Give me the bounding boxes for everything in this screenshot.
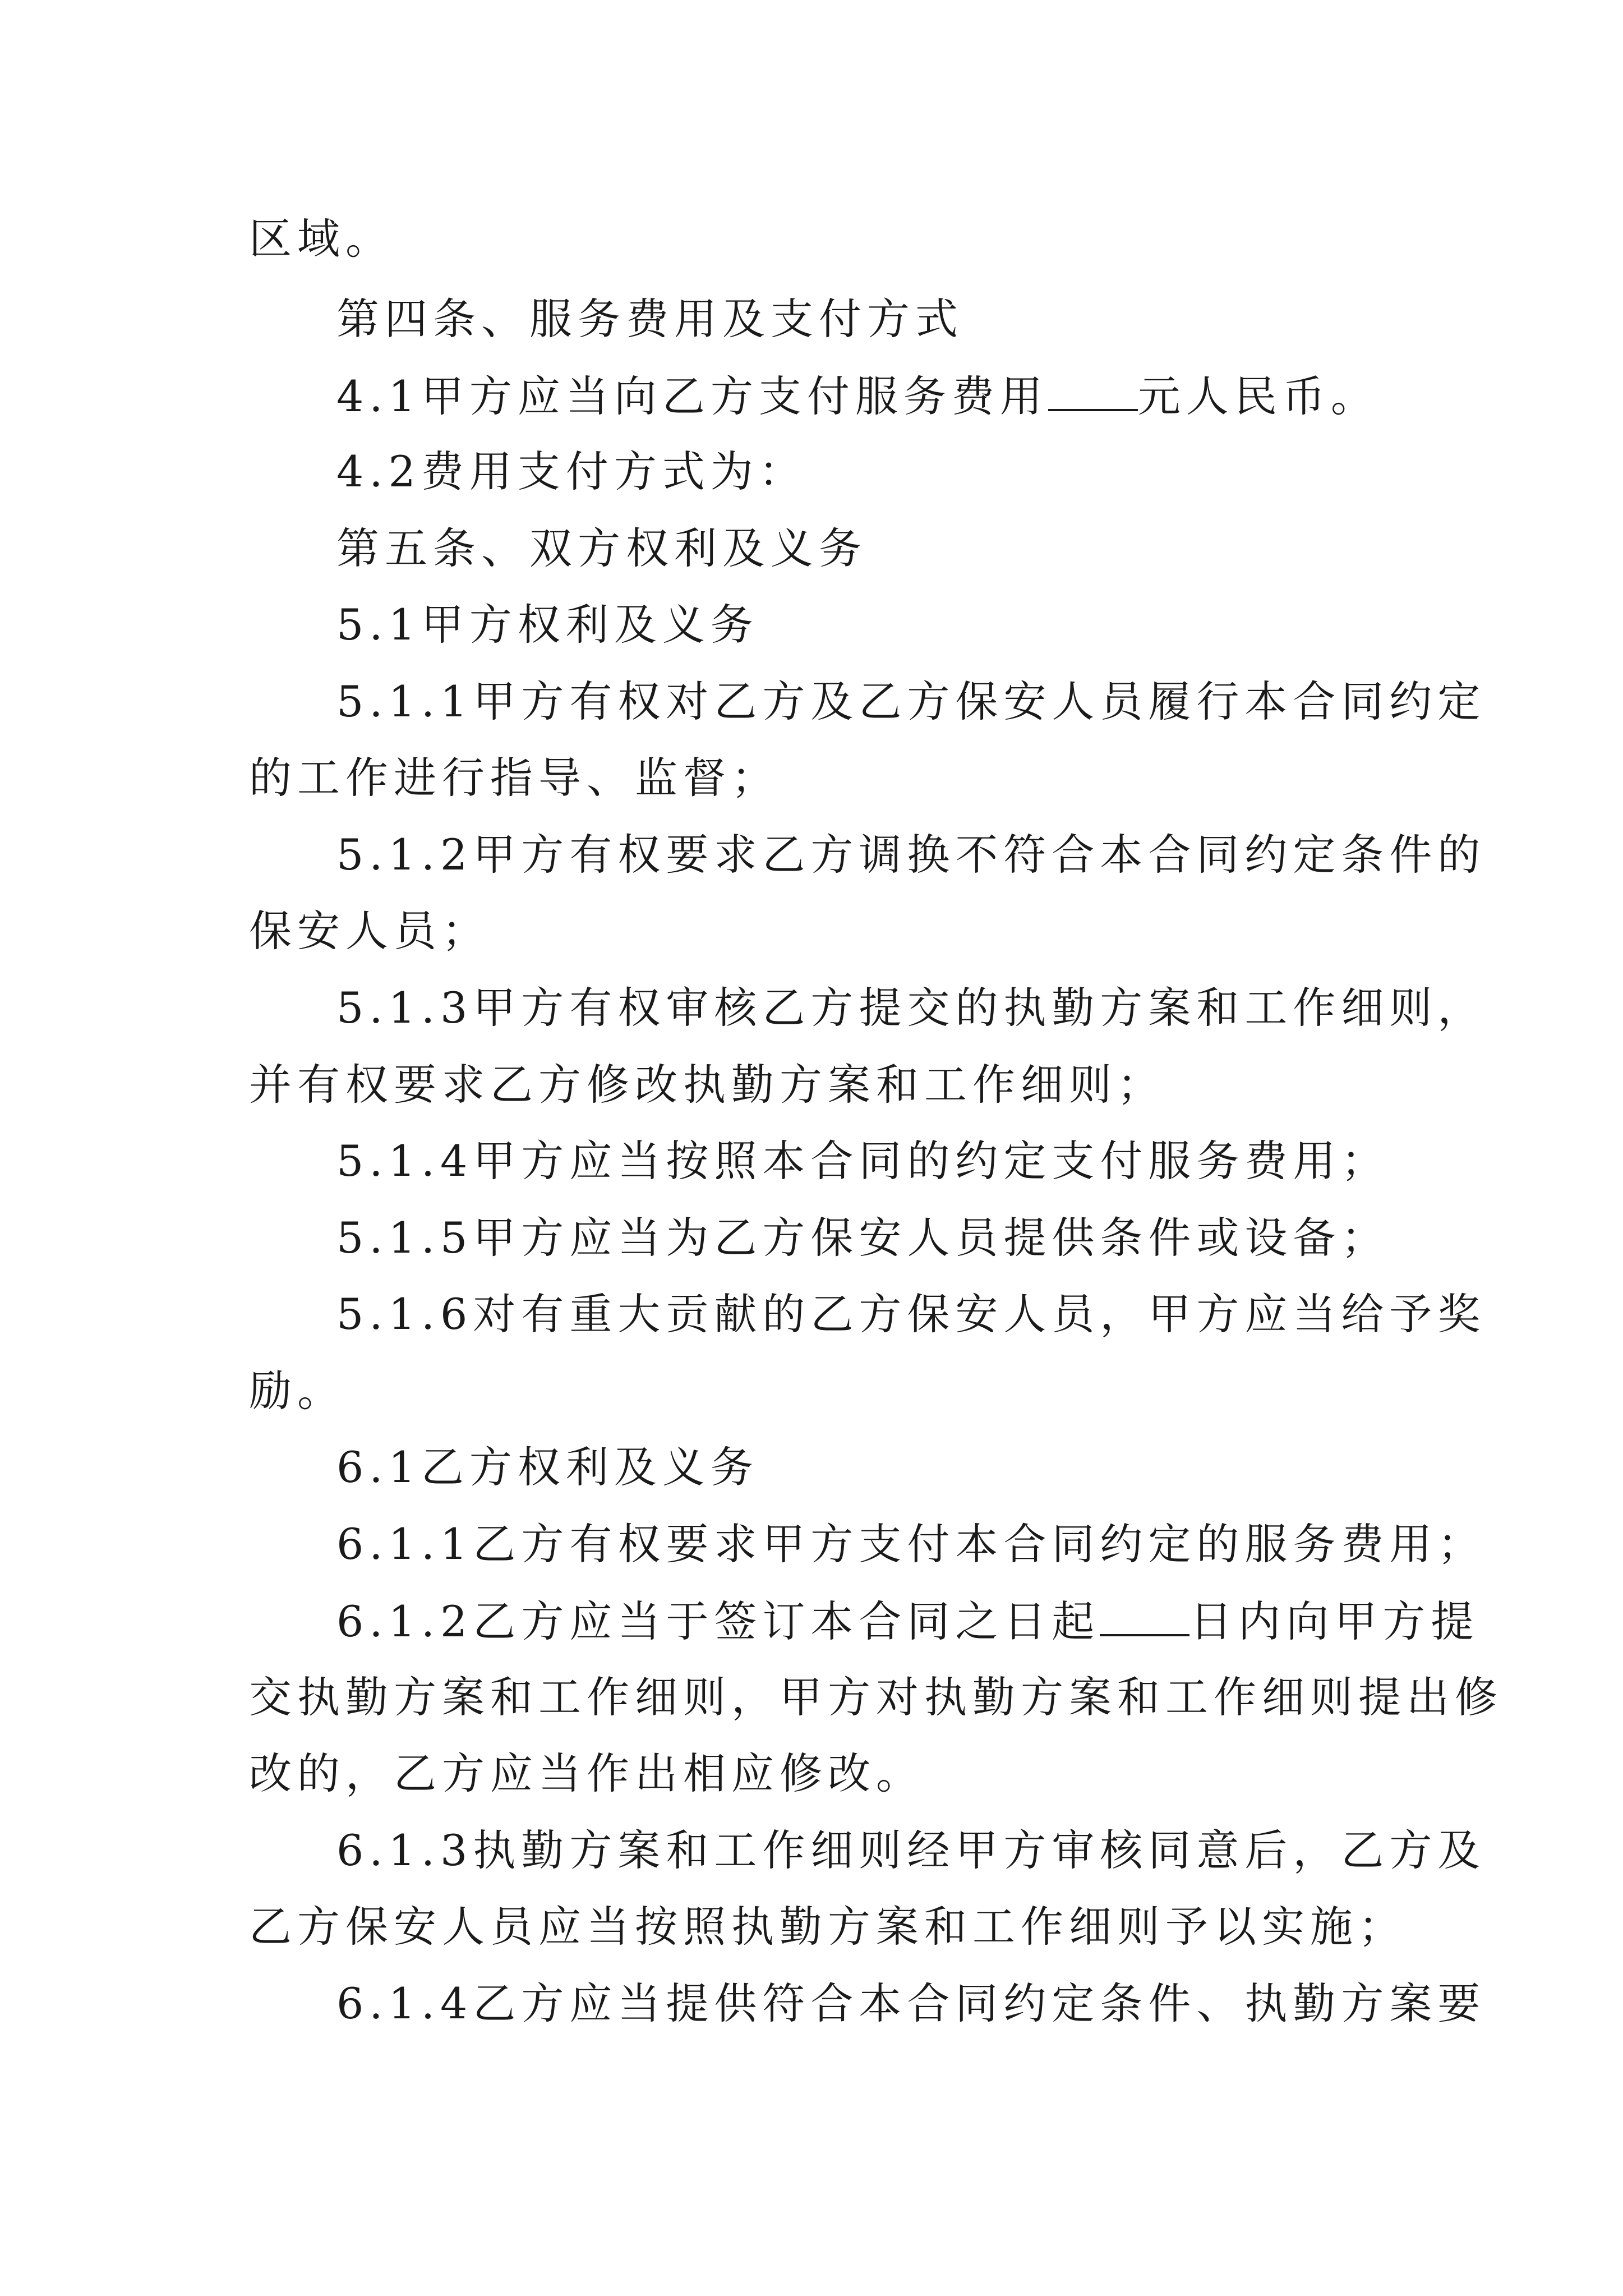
clause-5-1-4: 5.1.4甲方应当按照本合同的约定支付服务费用；	[336, 1136, 1390, 1186]
clause-4-1-tail: 元人民币。	[1137, 371, 1379, 421]
clause-6-1-3: 6.1.3执勤方案和工作细则经甲方审核同意后，乙方及	[336, 1825, 1486, 1875]
section-heading-5: 第五条、双方权利及义务	[336, 523, 867, 573]
clause-4-2: 4.2费用支付方式为：	[336, 447, 807, 496]
text-line: 区域。	[249, 214, 394, 264]
clause-5-1-6-cont: 励。	[249, 1366, 345, 1416]
clause-6-1-2-tail: 日内向甲方提	[1189, 1596, 1479, 1646]
clause-6-1-2-text: 6.1.2乙方应当于签订本合同之日起	[336, 1596, 1100, 1646]
clause-6-1: 6.1乙方权利及义务	[336, 1442, 759, 1492]
clause-5-1-6: 5.1.6对有重大贡献的乙方保安人员，甲方应当给予奖	[336, 1289, 1486, 1339]
clause-4-1	[336, 371, 1379, 421]
clause-6-1-1: 6.1.1乙方有权要求甲方支付本合同约定的服务费用；	[336, 1519, 1486, 1569]
clause-5-1-2-cont: 保安人员；	[249, 906, 490, 956]
clause-5-1: 5.1甲方权利及义务	[336, 600, 759, 650]
clause-6-1-2-cont-1: 交执勤方案和工作细则，甲方对执勤方案和工作细则提出修	[249, 1672, 1503, 1722]
clause-6-1-4: 6.1.4乙方应当提供符合本合同约定条件、执勤方案要	[336, 1978, 1486, 2028]
clause-5-1-1: 5.1.1甲方有权对乙方及乙方保安人员履行本合同约定	[336, 677, 1486, 726]
clause-6-1-2	[336, 1596, 1479, 1646]
section-heading-4: 第四条、服务费用及支付方式	[336, 294, 963, 344]
clause-6-1-3-cont: 乙方保安人员应当按照执勤方案和工作细则予以实施；	[249, 1902, 1407, 1952]
clause-5-1-3-cont: 并有权要求乙方修改执勤方案和工作细则；	[249, 1060, 1165, 1110]
fill-blank-days	[1100, 1599, 1189, 1636]
clause-6-1-2-cont-2: 改的，乙方应当作出相应修改。	[249, 1749, 924, 1798]
clause-5-1-5: 5.1.5甲方应当为乙方保安人员提供条件或设备；	[336, 1213, 1390, 1263]
clause-5-1-1-cont: 的工作进行指导、监督；	[249, 753, 780, 803]
clause-5-1-2: 5.1.2甲方有权要求乙方调换不符合本合同约定条件的	[336, 830, 1486, 880]
fill-blank-amount	[1048, 374, 1138, 411]
clause-5-1-3: 5.1.3甲方有权审核乙方提交的执勤方案和工作细则，	[336, 983, 1486, 1033]
clause-4-1-text: 4.1甲方应当向乙方支付服务费用	[336, 371, 1048, 421]
